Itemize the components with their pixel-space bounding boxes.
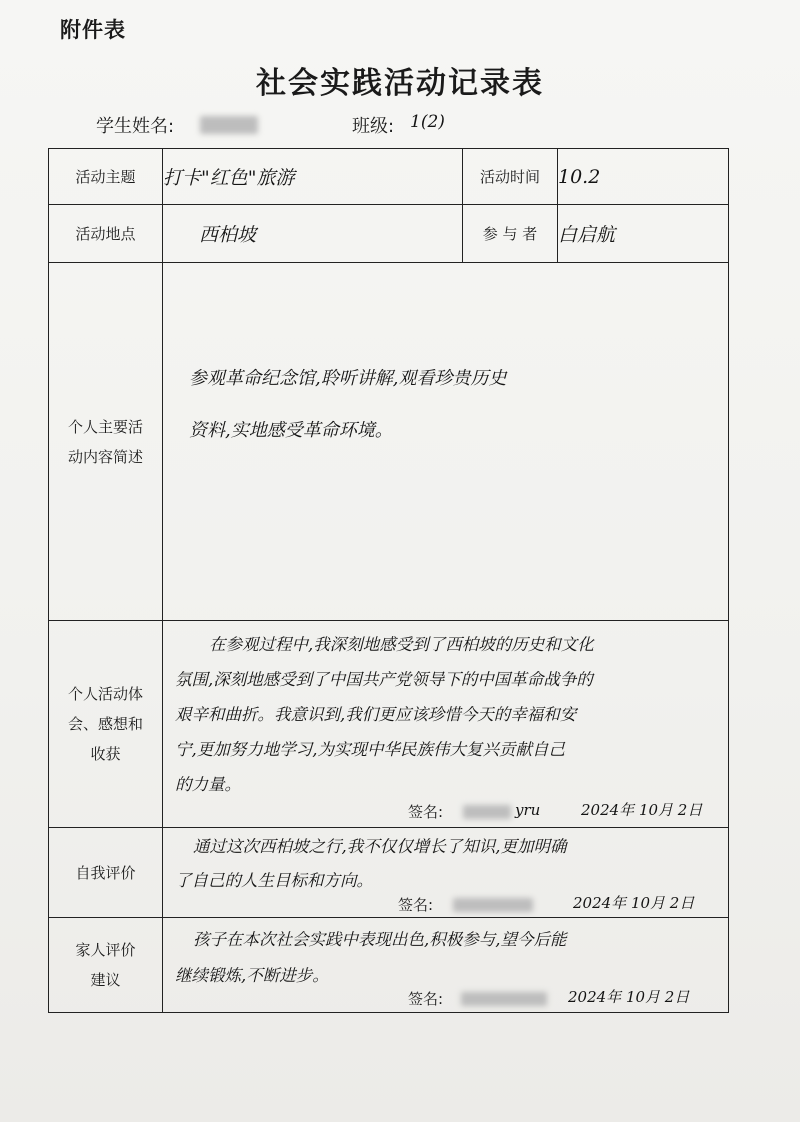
content-label-line-2: 动内容简述 bbox=[67, 447, 143, 466]
content-line-1: 参观革命纪念馆,聆听讲解,观看珍贵历史 bbox=[189, 368, 507, 389]
place-value: 西柏坡 bbox=[163, 205, 463, 263]
experience-label-line-3: 收获 bbox=[90, 745, 121, 763]
experience-label-line-1: 个人活动体 bbox=[67, 685, 143, 703]
place-label: 活动地点 bbox=[49, 205, 163, 263]
experience-text bbox=[175, 627, 594, 802]
theme-label: 活动主题 bbox=[49, 149, 163, 205]
experience-line-3: 艰辛和曲折。我意识到,我们更应该珍惜今天的幸福和安 bbox=[175, 705, 577, 724]
time-value: 10.2 bbox=[558, 149, 729, 205]
family-sign-label: 签名: bbox=[408, 990, 444, 1008]
experience-line-5: 的力量。 bbox=[175, 775, 241, 794]
experience-line-2: 氛围,深刻地感受到了中国共产党领导下的中国革命战争的 bbox=[175, 670, 593, 689]
participant-label: 参 与 者 bbox=[463, 205, 558, 263]
experience-line-4: 宁,更加努力地学习,为实现中华民族伟大复兴贡献自己 bbox=[175, 740, 565, 759]
student-name-label: 学生姓名: bbox=[96, 116, 175, 137]
redacted-experience-signature bbox=[463, 805, 511, 819]
content-cell bbox=[163, 263, 729, 621]
experience-label bbox=[49, 621, 163, 828]
experience-label-line-2: 会、感想和 bbox=[67, 715, 143, 733]
family-line-1: 孩子在本次社会实践中表现出色,积极参与,望今后能 bbox=[193, 930, 567, 949]
content-line-2: 资料,实地感受革命环境。 bbox=[189, 420, 393, 441]
self-sign-label: 签名: bbox=[398, 896, 434, 914]
time-label: 活动时间 bbox=[463, 149, 558, 205]
experience-sign-suffix: yru bbox=[515, 801, 541, 819]
content-label bbox=[49, 263, 163, 621]
experience-cell bbox=[163, 621, 729, 828]
family-label-line-2: 建议 bbox=[90, 971, 121, 989]
experience-sign-label: 签名: bbox=[408, 803, 444, 821]
experience-date: 2024年 10月 2日 bbox=[581, 801, 703, 819]
participant-value: 白启航 bbox=[558, 205, 729, 263]
class-label: 班级: bbox=[352, 116, 395, 137]
annex-label: 附件表 bbox=[60, 18, 126, 42]
family-signature bbox=[408, 988, 443, 1009]
self-eval-cell bbox=[163, 828, 729, 918]
record-form-table bbox=[48, 148, 729, 1013]
page-title: 社会实践活动记录表 bbox=[256, 66, 544, 101]
self-signature bbox=[398, 894, 433, 915]
family-eval-label bbox=[49, 918, 163, 1013]
family-eval-text bbox=[175, 922, 567, 994]
redacted-self-signature bbox=[453, 898, 533, 912]
family-eval-cell bbox=[163, 918, 729, 1013]
family-line-2: 继续锻炼,不断进步。 bbox=[175, 966, 329, 985]
self-line-2: 了自己的人生目标和方向。 bbox=[175, 871, 373, 890]
family-date: 2024年 10月 2日 bbox=[568, 988, 690, 1006]
family-label-line-1: 家人评价 bbox=[75, 941, 136, 959]
self-line-1: 通过这次西柏坡之行,我不仅仅增长了知识,更加明确 bbox=[193, 837, 567, 856]
experience-signature bbox=[408, 801, 443, 822]
class-value: 1(2) bbox=[410, 112, 445, 132]
content-text bbox=[189, 353, 506, 457]
self-eval-label: 自我评价 bbox=[49, 828, 163, 918]
redacted-family-signature bbox=[461, 992, 547, 1006]
content-label-line-1: 个人主要活 bbox=[67, 417, 143, 436]
experience-line-1: 在参观过程中,我深刻地感受到了西柏坡的历史和文化 bbox=[209, 635, 594, 654]
self-eval-text bbox=[175, 830, 567, 898]
redacted-student-name bbox=[200, 116, 258, 134]
self-date: 2024年 10月 2日 bbox=[573, 894, 695, 912]
theme-value: 打卡"红色"旅游 bbox=[163, 149, 463, 205]
